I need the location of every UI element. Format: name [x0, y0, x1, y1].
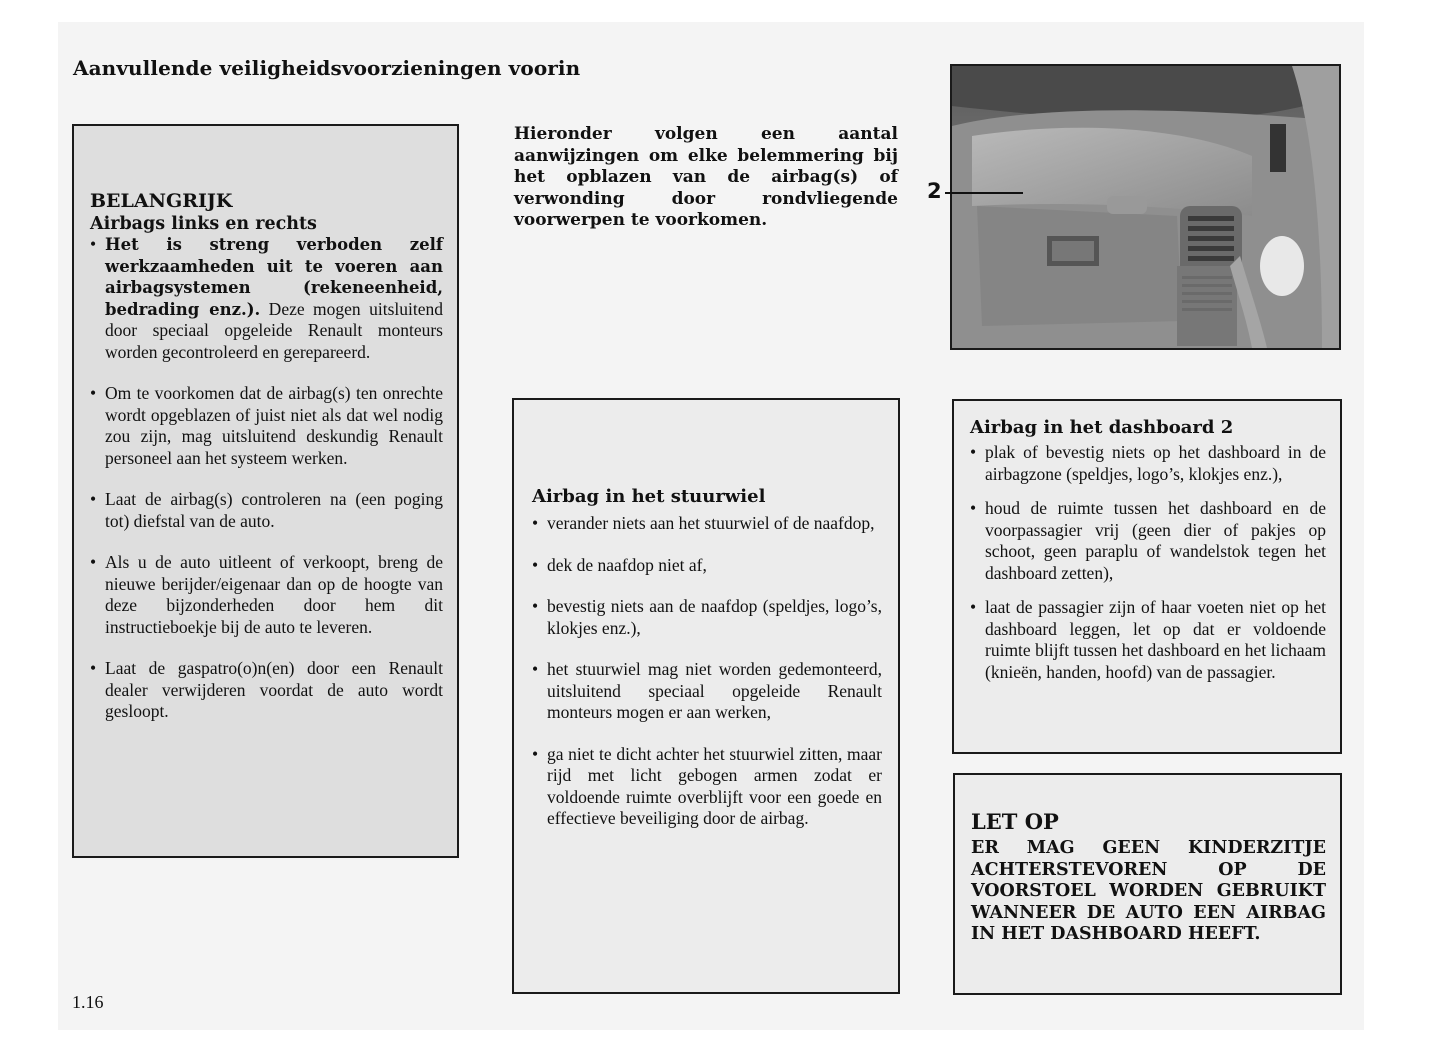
important-box — [72, 124, 459, 858]
dashboard-illustration — [952, 66, 1339, 348]
intro-paragraph: Hieronder volgen een aantal aanwijzingen om elke belemmering bij het opblazen van de airbag(s) of verwonding door rondvliegende voorwerpen te voorkomen. — [514, 124, 898, 230]
list-item-text: Deze mogen uitsluitend door speciaal opgeleide Renault monteurs worden gecontroleerd en gerepareerd. — [105, 298, 443, 362]
dashboard-heading: Airbag in het dashboard 2 — [970, 417, 1234, 438]
list-item: • dek de naafdop niet af, — [532, 555, 882, 577]
important-subheading: Airbags links en rechts — [90, 214, 317, 234]
list-item: • ga niet te dicht achter het stuurwiel zitten, maar rijd met licht gebogen armen zodat er voldoende ruimte overblijft voor een goede en effectieve beveiliging door de airbag. — [532, 744, 882, 830]
steering-wheel-list — [532, 513, 882, 830]
page-title: Aanvullende veiligheidsvoorzieningen voorin — [73, 56, 581, 80]
list-item-text: Laat de airbag(s) controleren na (een poging tot) diefstal van de auto. — [105, 489, 443, 531]
list-item: • plak of bevestig niets op het dashboard in de airbagzone (speldjes, logo’s, klokjes enz.), — [970, 442, 1326, 485]
list-item — [90, 658, 443, 723]
callout-number: 2 — [927, 179, 942, 203]
list-item: • het stuurwiel mag niet worden gedemonteerd, uitsluitend speciaal opgeleide Renault monteurs mogen er aan werken, — [532, 659, 882, 724]
important-list — [90, 234, 443, 723]
dashboard-airbag-box — [952, 399, 1342, 754]
list-item: • verander niets aan het stuurwiel of de naafdop, — [532, 513, 882, 535]
list-item: • houd de ruimte tussen het dashboard en de voorpassagier vrij (geen dier of pakjes op schoot, geen paraplu of wandelstok tegen het dashboard zetten), — [970, 498, 1326, 584]
steering-wheel-heading: Airbag in het stuurwiel — [532, 486, 766, 507]
list-item-text: Laat de gaspatro(o)n(en) door een Renault dealer verwijderen voordat de auto wordt gesloopt. — [105, 658, 443, 721]
page-number: 1.16 — [72, 992, 104, 1012]
warning-heading: LET OP — [971, 809, 1059, 834]
warning-box — [953, 773, 1342, 995]
list-item — [90, 552, 443, 638]
list-item — [90, 383, 443, 469]
list-item: • laat de passagier zijn of haar voeten niet op het dashboard leggen, let op dat er voldoende ruimte blijft tussen het dashboard en het lichaam (knieën, handen, hoofd) van de passagier. — [970, 597, 1326, 683]
list-item — [90, 234, 443, 363]
list-item — [90, 489, 443, 532]
warning-text: ER MAG GEEN KINDERZITJE ACHTERSTEVOREN OP DE VOORSTOEL WORDEN GEBRUIKT WANNEER DE AUTO EEN AIRBAG IN HET DASHBOARD HEEFT. — [971, 838, 1326, 944]
steering-wheel-airbag-box — [512, 398, 900, 994]
list-item: • bevestig niets aan de naafdop (speldjes, logo’s, klokjes enz.), — [532, 596, 882, 639]
important-heading: BELANGRIJK — [90, 190, 233, 212]
dashboard-photo — [950, 64, 1341, 350]
list-item-text: Om te voorkomen dat de airbag(s) ten onrechte wordt opgeblazen of juist niet als dat wel nodig zou zijn, mag uitsluitend deskundig Renault personeel aan het systeem werken. — [105, 383, 443, 468]
list-item-text: Als u de auto uitleent of verkoopt, breng de nieuwe berijder/eigenaar dan op de hoogte van deze bijzonderheden door hem dit instructieboekje bij de auto te leveren. — [105, 552, 443, 637]
dashboard-list — [970, 442, 1326, 683]
callout-line — [945, 192, 1023, 194]
list-item-bold: Het is streng verboden zelf werkzaamheden uit te voeren aan airbagsystemen (rekeneenheid, bedrading enz.). — [105, 235, 443, 319]
